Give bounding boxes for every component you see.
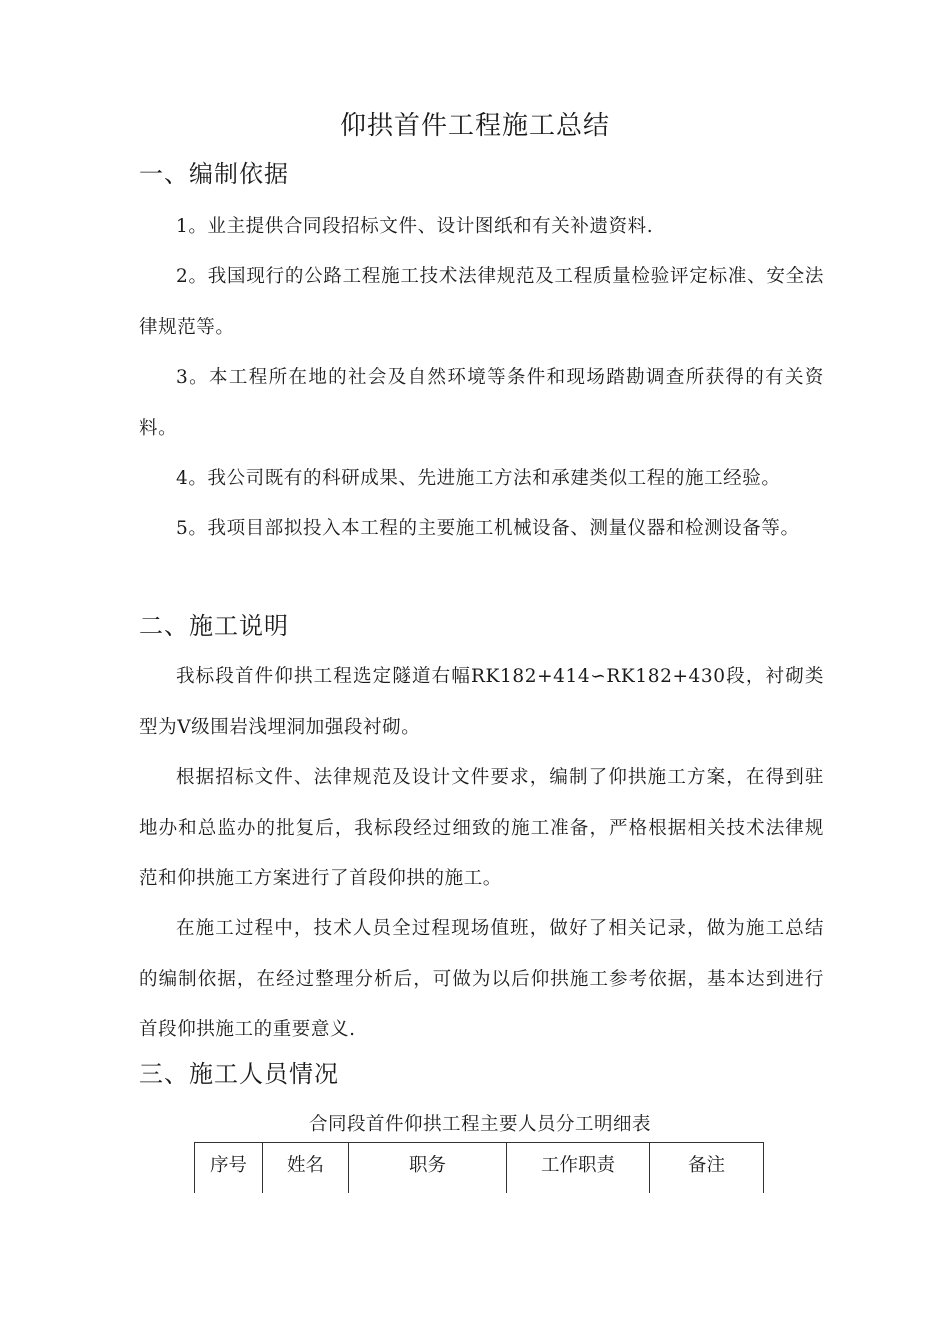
table-caption: 合同段首件仰拱工程主要人员分工明细表 (308, 1114, 651, 1135)
paragraph-basis-1: 1。业主提供合同段招标文件、设计图纸和有关补遗资料. (176, 216, 654, 237)
paragraph-basis-4: 4。我公司既有的科研成果、先进施工方法和承建类似工程的施工经验。 (176, 468, 781, 489)
column-header-duties: 工作职责 (507, 1143, 650, 1194)
paragraph-basis-2: 2。我国现行的公路工程施工技术法律规范及工程质量检验评定标准、安全法律规范等。 (139, 266, 824, 338)
section-heading-description: 二、施工说明 (139, 612, 289, 640)
column-header-name: 姓名 (263, 1143, 349, 1194)
paragraph-basis-5: 5。我项目部拟投入本工程的主要施工机械设备、测量仪器和检测设备等。 (176, 518, 800, 539)
document-title: 仰拱首件工程施工总结 (339, 111, 610, 141)
column-header-number: 序号 (195, 1143, 263, 1194)
paragraph-description-3: 在施工过程中，技术人员全过程现场值班，做好了相关记录，做为施工总结的编制依据，在经过整理分析后，可做为以后仰拱施工参考依据，基本达到进行首段仰拱施工的重要意义. (139, 918, 824, 1040)
section-heading-personnel: 三、施工人员情况 (139, 1060, 339, 1088)
paragraph-description-2: 根据招标文件、法律规范及设计文件要求，编制了仰拱施工方案，在得到驻地办和总监办的批复后，我标段经过细致的施工准备，严格根据相关技术法律规范和仰拱施工方案进行了首段仰拱的施工。 (139, 767, 824, 889)
column-header-position: 职务 (349, 1143, 507, 1194)
personnel-table (194, 1142, 764, 1193)
column-header-remarks: 备注 (650, 1143, 764, 1194)
table-header-row (195, 1143, 764, 1194)
paragraph-basis-3: 3。本工程所在地的社会及自然环境等条件和现场踏勘调查所获得的有关资料。 (139, 367, 824, 439)
paragraph-description-1: 我标段首件仰拱工程选定隧道右幅RK182+414∽RK182+430段，衬砌类型为Ⅴ级围岩浅埋洞加强段衬砌。 (139, 666, 824, 738)
section-heading-basis: 一、编制依据 (139, 160, 289, 188)
